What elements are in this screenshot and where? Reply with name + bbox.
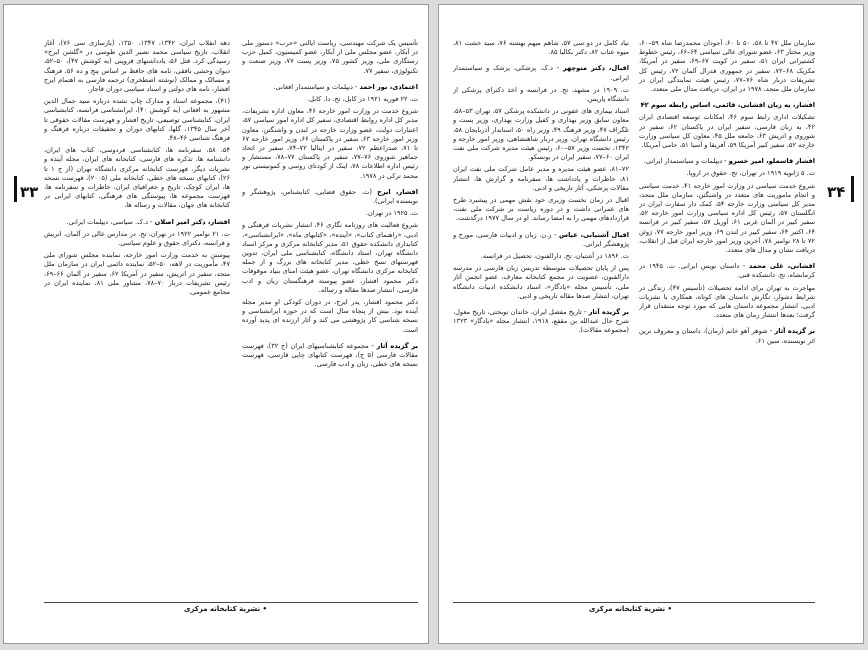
entry-description: - شوهر آهو خانم (رمان)، داستان و معروف ترین اثر نویسنده، سین ۶۱. [639,327,815,345]
entry-paragraph: ت. ۵ ژانویه ۱۹۱۹ در تهران، تح. حقوق در اروپا. [686,169,815,178]
entry-heading [44,218,230,227]
right-page [438,4,864,644]
entry-paragraph: پس از پایان تحصیلات متوسطه تدریس زبان فارسی در مدرسه دارالفنون، عضویت در مجمع کتابخانه معارف، عضو انجمن آثار ملی، تأسیس مجله «یادگار»، استاد دانشکده ادبیات دانشگاه تهران، انتشار صدها مقاله تاریخی و ادبی. [453,264,629,300]
right-page-left-column [453,39,629,594]
entry-paragraph: سازمان ملل ۴۷ تا ۵۸، ۵۰ تا ۶۰، آجودان محمدرضا شاه ۵۹–۶۰، وزیر مختار ۶۳، عضو شورای عالی سیاسی ۶۴–۶۶، رئیس خطوط کشتیرانی ایران ۵۱، سفیر در کویت ۶۷–۶۹، سفیر در آمریکا، مکزیک ۶۸–۷۲، سفیر در جمهوری فدرال آلمان ۷۲، رئیس کل تشریفات دربار شاه ۷۶–۷۷، رئیس هیئت نمایندگی ایران در سازمان ملل متحد، ۱۹۷۸ در ایران، دریافت مدال ملی متعدد. [639,39,815,94]
left-page-right-column [242,39,418,594]
entry-paragraph: دکتر محمود افشار، پدر ایرج، در دوران کودکی او مدیر مجله آینده بود. بیش از پنجاه سال است که در حوزه ایرانشناسی و نسخه شناسی کار پژوهشی می کند و آثار ارزنده ای پدید آورده است. [242,298,418,334]
entry-name: بر گزیده آثار [588,308,629,317]
entry-heading [242,342,418,370]
entry-paragraph: ۷۲–۸۱، عضو هیئت مدیره و مدیر عامل شرکت ملی نفت ایران ۸۱، خاطرات و یادداشت ها، سفرنامه و گزارش ها، انتشار مقالات پزشکی، آثار تاریخی و ادبی. [453,165,629,192]
entry-heading [639,262,815,280]
entry-heading [242,83,418,92]
entry-description: - ز.ن. زبان و ادبیات فارسی، مورخ و پژوهشگر ایرانی. [453,230,629,248]
entry-heading [639,101,815,110]
page-footer: • نشریة کتابخانه مرکزی [184,605,268,613]
entry-name: افشار قاسملو، امیر خسرو [728,157,815,166]
entry-name: افشار، ایرج [377,187,418,196]
entry-paragraph: دهه انقلاب ایران، ۱۳۴۲، ۱۳۴۷، ۱۳۵۰، (بازسازی سی ۷۶)، آغاز انقلاب. تاریخ سیاسی محمد نصیر الدین طوسی در «گلشن ابرج» رسیدگی کرد. قتل ۵۶، یادداشتهای قزوینی (به کوشش ۴۷)، ۵۰–۵۲، دیوان وحشی بافقی، نامه های حافظ بر اساس پنج و ده ۵۶، فرهنگ و مسالک و ممالک (نوشته اصطخری) ترجمه فارسی به اهتمام ایرج افشار، نامه های دولتی و اسناد سیاسی دوران قاجار. [44,39,230,94]
entry-paragraph: مهاجرت به تهران برای ادامه تحصیلات (تأسیس ۴۷)، زندگی در شرایط دشوار، نگارش داستان های کوتاه، همکاری با نشریات ادبی، انتشار مجموعه داستان هایی که مورد توجه منتقدان قرار گرفت؛ بعدها انتشار رمان های متعدد. [639,283,815,320]
entry-description: - مجموعه کتابشناسیهای ایران (ج ۳۲)، فهرست مقالات فارسی (۵ ج)، فهرست کتابهای چاپی فارسی، فهرست نسخه های خطی، زبان و ادب فارسی. [242,341,418,369]
entry-name: افشار، دکتر امیر اصلان [154,217,230,226]
entry-heading [453,308,629,336]
right-page-right-column [639,39,815,594]
entry-paragraph: تأسیس یک شرکت مهندسی، ریاست ایالتی «حرب» دستور ملی در آبکار، عضو مجلس ملی از آبکار، عضو کمیسیون، کمیل حزب رستگاری ملی، وزیر کشور ۷۵، وزیر پست ۷۷، وزیر صنعت و تکنولوژی، سفیر ۷۷. [242,39,418,75]
entry-name: بر گزیده آثار [774,327,815,336]
left-page-left-column [44,39,230,594]
page-number: ۳۳ [20,183,39,201]
entry-description: - دیپلمات و سیاستمدار افغانی. [273,82,360,91]
entry-paragraph: ت. ۲۱ نوامبر ۱۹۲۲ در تهران، تح. در مدارس عالی در آلمان، اتریش و فرانسه، دکترای حقوق و علوم سیاسی. [44,229,230,248]
entry-name: اعتمادی، نور احمد [359,82,418,91]
entry-name: افشار، یه زبان افشانی، قائمی، اساس رابطه سوم ۴۲ [640,101,815,110]
entry-paragraph: شروع فعالیت های روزنامه نگاری ۴۶، انتشار نشریات فرهنگی و ادبی، «راهنمای کتاب»، «آینده»، «کتابهای ماه»، «ایرانشناسی»، کتابداری دانشکده حقوق ۵۱، مدیر کتابخانه مرکزی و مرکز اسناد دانشگاه تهران، استاد دانشگاه، کتابشناسی ملی ایران، تدوین فهرستهای نسخ خطی، مدیر کتابخانه های بزرگ و از جمله کتابخانه مرکزی دانشگاه تهران، عضو هیئت امنای بنیاد موقوفات دکتر محمود افشار، عضو پیوسته فرهنگستان زبان و ادب فارسی، انتشار صدها مقاله و رساله. [242,221,418,294]
entry-paragraph: نیاد کامل در دو سی ۵۷، شاهم میهم بهشته ۷۶، سید خشت ۸۱، میوه عناب ۸۲، دکتر بکالیا ۸۵. [453,39,629,57]
page-number-bar [14,176,17,202]
entry-paragraph: شروع خدمت در وزارت امور خارجه ۴۶، معاون اداره تشریفات، مدیر کل اداره روابط اقتصادی، سفیر کل اداره امور سیاسی ۵۷، اعتبارات دولت، عضو وزارت خارجه در لندن و واشنگتن، معاون وزیر امور خارجه ۶۳، سفیر در پاکستان ۶۶، وزیر امور خارجه ۶۷ تا ۷۱، صدراعظم ۷۲، سفیر در ایتالیا ۷۲–۷۴، سفیر در اتحاد جماهیر شوروی ۷۶–۷۷، سفیر در پاکستان ۷۷–۷۸، مستشار و رئیس اداره اطلاعات ۷۸، اینک از کودتای روسی و کمونیستی نور محمد ترکی در ۱۹۷۸. [242,107,418,180]
entry-paragraph: استاد بیماری های عفونی در دانشکده پزشکی ۵۷، تهران ۵۳–۵۸، معاون سابق وزیر بهداری و کفیل وزارت بهداری، وزیر پست و تلگراف ۴۷، وزیر فرهنگ ۴۹، وزیر راه ۵۰، استاندار آذربایجان ۵۸، رئیس دانشگاه تهران، وزیر دربار شاهنشاهی، وزیر امور خارجه و ۱۳۴۲، نخست وزیر ۵۷–۶۰، رئیس هیئت مدیره شرکت ملی نفت ایران ۶۰–۷۷، سفیر ایران در یونسکو. [453,107,629,162]
left-page [3,4,429,644]
entry-name: بر گزیده آثار [376,341,418,350]
entry-name: اقبال آشتیانی، عباس [558,230,629,239]
entry-paragraph: ت. ۱۹۰۹ در مشهد، تح. در فرانسه و اخذ دکترای پزشکی از دانشگاه پاریس. [453,85,629,104]
entry-paragraph: ۵۴، ۵۸، سفرنامه ها، کتابشناسی فردوسی، کتاب های ایران، دانشنامه ها، تذکره های فارسی، کتابخانه های ایران، مجله آینده و نشریات دیگر، فهرست کتابخانه مرکزی دانشگاه تهران (از ج ۱ تا ۲۶)، کتابهای نسخه های خطی، کتابخانه ملی (۲۰۰۵)، فهرست نسخه ها، ایران کوچک، تاریخ و جغرافیای ایران، خاطرات و سفرنامه ها، فهرست مجموعه ها، پیوستگی های فرهنگی، کتابهای ایرانی در کتابخانه های جهان، مقالات و رساله ها. [44,146,230,210]
entry-paragraph: تشکیلات اداری رابط سوم ۴۶، امکانات توسعه اقتصادی ایران ۴۲، به زبان فارسی، سفیر ایران در پاکستان ۶۲، سفیر در شوروی و اتریش ۶۳، جامعه ملل ۴۵، معاون کل سیاسی وزارت خارجه ۵۲، سفیر کبیر آمریکا ۵۹، آفریقا و آسیا ۵۱، حامی آمریکا. [639,113,815,150]
entry-description: (ت. حقوق قضایی، کتابشناس، پژوهشگر و نویسنده ایرانی). [242,187,418,206]
entry-heading [639,157,815,166]
footer-rule [44,602,418,603]
entry-paragraph: شروع خدمت سیاسی در وزارت امور خارجه ۴۱، خدمت سیاسی و انجام ماموریت های متعدد در واشنگتن، سازمان ملل متحد، مدیر کل سیاسی وزارت خارجه ۵۴، کمک دار سفارت ایران در انگلستان ۵۷، رئیس کل اداره سیاسی وزارت امور خارجه ۵۲، سفیر کبیر در آلمان غربی ۶۱، آوریل ۵۷، سفیر کبیر در فرانسه ۶۴، اکتبر ۶۴، سفیر کبیر در لندن ۶۹، وزیر امور خارجه ۷۷، ژوئن ۷۲ تا ۲۸ نوامبر ۷۸، آخرین وزیر امور خارجه ایران قبل از انقلاب، دریافت نشان و مدال های متعدد. [639,181,815,255]
entry-name: اقبال، دکتر منوچهر [562,64,629,73]
entry-description: - د.ک. سیاسی، دیپلمات ایرانی. [66,217,155,226]
entry-heading [242,188,418,206]
entry-heading [453,64,629,82]
entry-paragraph: (۴۱)، مجموعه اسناد و مدارک چاپ نشده درباره سید جمال الدین مشهور به افغانی (به کوشش ۴۰)، ایرانشناسی فرانسه، کتابشناسی ایران، کتابشناسی توصیفی، تاریخ افشار و فهرست مقالات حقوقی تا آخر سال ۱۳۴۵، گلها، کتابهای دوران و تحقیقات درباره فرهنگ و فرهنگ شناسی ۴۶–۴۸. [44,97,230,143]
entry-description: - تاریخ مفصل ایران، خاندان نوبختی، تاریخ مغول، شرح حال عبدالله بن مقفع، ۱۹۱۸، انتشار مجله «یادگار» ۱۳۲۳ (مجموعه مقالات). [453,308,629,335]
entry-description: - د.ک. پزشکی، پزشک و سیاستمدار ایرانی. [453,64,629,82]
page-footer: • نشریة کتابخانه مرکزی [589,605,673,613]
entry-paragraph: ت. ۱۹۲۵ در تهران. [365,209,418,218]
footer-rule [453,602,815,603]
entry-paragraph: پیوستن به خدمت وزارت امور خارجه، نماینده مجلس شورای ملی ۴۷، مأموریت در لاهه، ۵۰–۵۲، نماینده دائمی ایران در سازمان ملل متحد، سفیر در اتریش، سفیر در آمریکا ۶۲، سفیر در آلمان ۶۶–۶۹، رئیس تشریفات دربار ۷۰–۷۸، مشاور ملی ۸۱، نماینده ایران در مجامع عمومی. [44,251,230,297]
entry-paragraph: ت. ۲۲ فوریه ۱۹۲۱ در کابل، تح. دا. کابل. [307,95,418,104]
page-number-bar [851,176,854,202]
entry-paragraph: ت. ۱۸۹۶ در آشتیان، تح. دارالفنون، تحصیل در فرانسه. [480,252,629,261]
entry-description: - دیپلمات و سیاستمدار ایرانی. [643,157,729,166]
page-number: ۳۴ [827,183,846,201]
entry-heading [453,231,629,249]
entry-paragraph: اقبال در زمان نخست وزیری خود نقش مهمی در پیشبرد طرح های عمرانی داشت و در دوره ریاست بر شرکت ملی نفت، قراردادهای مهمی را به امضا رساند. او در سال ۱۹۷۷ درگذشت. [453,196,629,223]
entry-description: - داستان نویس ایرانی. ت. ۱۹۴۵ در کرمانشاه، تح. دانشکده فنی. [639,262,815,280]
entry-name: افشانی، علی محمد [748,262,815,271]
entry-heading [639,327,815,345]
